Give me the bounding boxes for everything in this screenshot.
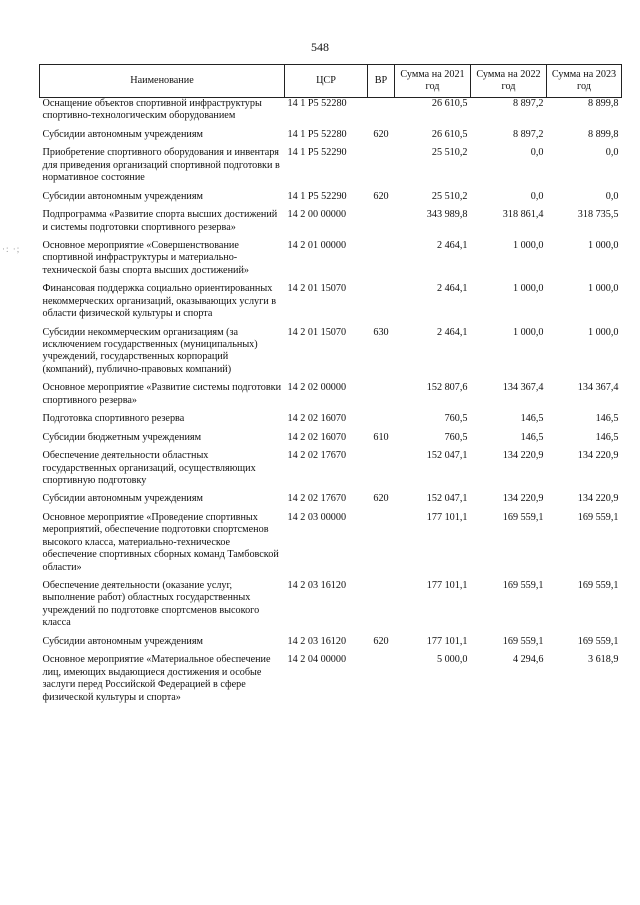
- cell-csr: 14 2 02 17670: [287, 493, 347, 505]
- cell-sum-2023: 1 000,0: [587, 283, 619, 295]
- cell-sum-2021: 152 047,1: [426, 493, 468, 505]
- header-name: Наименование: [40, 65, 285, 98]
- cell-sum-2023: 8 899,8: [587, 128, 619, 140]
- cell-name: Оснащение объектов спортивной инфраструктуры спортивно-технологическим оборудованием: [42, 98, 262, 122]
- cell-name: Подготовка спортивного резерва: [42, 413, 185, 425]
- cell-name: Приобретение спортивного оборудования и инвентаря для приведения организаций спортивной подготовки в нормативное состояние: [42, 147, 280, 184]
- table-row: [40, 382, 622, 413]
- cell-vr: [368, 209, 395, 240]
- cell-sum-2023: 169 559,1: [577, 511, 619, 523]
- cell-sum-2021: 152 807,6: [426, 382, 468, 394]
- cell-sum-2023: 1 000,0: [587, 326, 619, 338]
- cell-sum-2023: 134 220,9: [577, 450, 619, 462]
- table-row: [40, 493, 622, 511]
- table-row: [40, 129, 622, 147]
- cell-sum-2021: 2 464,1: [436, 326, 468, 338]
- cell-csr: 14 1 P5 52290: [287, 147, 347, 159]
- cell-vr: [368, 283, 395, 326]
- cell-vr: 620: [373, 128, 389, 140]
- table-row: [40, 147, 622, 190]
- cell-name: Основное мероприятие «Проведение спортивных мероприятий, обеспечение подготовки спортсменов высокого класса, материально-техническое обеспечение спортивных сборных команд Тамбовской области»: [42, 511, 279, 573]
- table-row: [40, 327, 622, 383]
- cell-sum-2023: 146,5: [595, 431, 619, 443]
- table-row: [40, 240, 622, 283]
- cell-sum-2021: 177 101,1: [426, 511, 468, 523]
- cell-vr: 610: [373, 431, 389, 443]
- cell-vr: 630: [373, 326, 389, 338]
- table-row: [40, 413, 622, 431]
- cell-sum-2021: 760,5: [444, 413, 468, 425]
- cell-sum-2023: 0,0: [605, 147, 619, 159]
- cell-csr: 14 2 04 00000: [287, 654, 347, 666]
- table-row: [40, 191, 622, 209]
- cell-csr: 14 2 01 00000: [287, 239, 347, 251]
- cell-sum-2023: 169 559,1: [577, 580, 619, 591]
- cell-sum-2023: 1 000,0: [587, 239, 619, 251]
- cell-csr: 14 2 03 16120: [287, 580, 347, 591]
- cell-vr: [368, 147, 395, 190]
- cell-vr: 620: [373, 635, 389, 647]
- table-row: [40, 209, 622, 240]
- margin-scan-marks: ·: ·;: [2, 244, 21, 254]
- header-sum-2023: Сумма на 2023 год: [547, 65, 622, 98]
- cell-name: Подпрограмма «Развитие спорта высших достижений и системы подготовки спортивного резерва»: [42, 209, 278, 233]
- budget-table: [39, 64, 622, 710]
- cell-sum-2022: 0,0: [530, 147, 544, 159]
- cell-name: Основное мероприятие «Развитие системы подготовки спортивного резерва»: [42, 382, 282, 406]
- cell-sum-2022: 169 559,1: [502, 511, 544, 523]
- cell-sum-2022: 4 294,6: [512, 654, 544, 666]
- cell-sum-2021: 25 510,2: [431, 147, 468, 159]
- cell-sum-2022: 1 000,0: [512, 326, 544, 338]
- cell-csr: 14 2 02 00000: [287, 382, 347, 394]
- cell-vr: [368, 413, 395, 431]
- table-header-row: [40, 65, 622, 98]
- cell-csr: 14 1 P5 52290: [287, 190, 347, 202]
- header-sum-2022: Сумма на 2022 год: [471, 65, 547, 98]
- table-row: [40, 432, 622, 450]
- cell-csr: 14 2 03 00000: [287, 511, 347, 523]
- cell-vr: [368, 580, 395, 636]
- table-row: [40, 512, 622, 580]
- cell-sum-2023: 146,5: [595, 413, 619, 425]
- cell-vr: 620: [373, 493, 389, 505]
- cell-name: Субсидии автономным учреждениям: [42, 128, 203, 140]
- cell-sum-2023: 134 220,9: [577, 493, 619, 505]
- cell-sum-2021: 25 510,2: [431, 190, 468, 202]
- cell-sum-2022: 8 897,2: [512, 128, 544, 140]
- cell-csr: 14 2 02 16070: [287, 413, 347, 425]
- cell-vr: 620: [373, 190, 389, 202]
- cell-vr: [368, 512, 395, 580]
- cell-name: Основное мероприятие «Совершенствование спортивной инфраструктуры и материально-технической базы спорта высших достижений»: [42, 239, 250, 276]
- cell-sum-2022: 146,5: [520, 431, 544, 443]
- cell-csr: 14 2 01 15070: [287, 283, 347, 295]
- cell-csr: 14 1 P5 52280: [287, 98, 347, 109]
- cell-sum-2022: 134 220,9: [502, 493, 544, 505]
- cell-sum-2021: 177 101,1: [426, 635, 468, 647]
- cell-name: Обеспечение деятельности областных государственных организаций, осуществляющих спортивную подготовку: [42, 450, 256, 486]
- cell-vr: [368, 240, 395, 283]
- cell-sum-2023: 134 367,4: [577, 382, 619, 394]
- cell-csr: 14 1 P5 52280: [287, 128, 347, 140]
- table-row: [40, 450, 622, 493]
- cell-sum-2021: 26 610,5: [431, 128, 468, 140]
- cell-sum-2023: 0,0: [605, 190, 619, 202]
- table-row: [40, 283, 622, 326]
- cell-sum-2022: 134 367,4: [502, 382, 544, 394]
- table-row: [40, 98, 622, 129]
- page-number: 548: [311, 40, 329, 54]
- header-csr: ЦСР: [285, 65, 368, 98]
- cell-csr: 14 2 00 00000: [287, 209, 347, 221]
- cell-sum-2021: 2 464,1: [436, 239, 468, 251]
- cell-sum-2021: 177 101,1: [426, 580, 468, 591]
- cell-name: Финансовая поддержка социально ориентированных некоммерческих организаций, оказывающих услуги в области физической культуры и спорта: [42, 283, 277, 320]
- cell-name: Субсидии некоммерческим организациям (за исключением государственных (муниципальных) учреждений, государственных корпораций (компаний), публично-правовых компаний): [42, 326, 258, 375]
- cell-sum-2022: 0,0: [530, 190, 544, 202]
- cell-sum-2022: 1 000,0: [512, 283, 544, 295]
- cell-sum-2023: 8 899,8: [587, 98, 619, 109]
- cell-vr: [368, 98, 395, 129]
- cell-sum-2021: 152 047,1: [426, 450, 468, 462]
- cell-sum-2021: 343 989,8: [426, 209, 468, 221]
- cell-sum-2022: 134 220,9: [502, 450, 544, 462]
- cell-name: Субсидии бюджетным учреждениям: [42, 431, 202, 443]
- table-row: [40, 654, 622, 710]
- cell-name: Основное мероприятие «Материальное обеспечение лиц, имеющих выдающиеся достижения и особые заслуги перед Российской Федерацией в сфере физической культуры и спорта»: [42, 654, 271, 703]
- cell-vr: [368, 450, 395, 493]
- cell-sum-2022: 146,5: [520, 413, 544, 425]
- header-vr: ВР: [368, 65, 395, 98]
- cell-sum-2022: 169 559,1: [502, 635, 544, 647]
- cell-sum-2021: 2 464,1: [436, 283, 468, 295]
- cell-sum-2022: 169 559,1: [502, 580, 544, 591]
- table-row: [40, 636, 622, 654]
- cell-csr: 14 2 01 15070: [287, 326, 347, 338]
- cell-csr: 14 2 02 16070: [287, 431, 347, 443]
- cell-sum-2023: 3 618,9: [587, 654, 619, 666]
- cell-csr: 14 2 03 16120: [287, 635, 347, 647]
- cell-sum-2021: 760,5: [444, 431, 468, 443]
- cell-sum-2023: 318 735,5: [577, 209, 619, 221]
- header-sum-2021: Сумма на 2021 год: [395, 65, 471, 98]
- cell-name: Субсидии автономным учреждениям: [42, 493, 203, 505]
- cell-vr: [368, 382, 395, 413]
- cell-name: Субсидии автономным учреждениям: [42, 190, 203, 202]
- cell-sum-2023: 169 559,1: [577, 635, 619, 647]
- cell-sum-2022: 318 861,4: [502, 209, 544, 221]
- table-body: [40, 98, 622, 710]
- cell-name: Обеспечение деятельности (оказание услуг, выполнение работ) областных государственных учреждений по подготовке спортсменов высокого класса: [42, 580, 260, 629]
- table-row: [40, 580, 622, 636]
- cell-sum-2022: 1 000,0: [512, 239, 544, 251]
- cell-vr: [368, 654, 395, 710]
- cell-sum-2022: 8 897,2: [512, 98, 544, 109]
- cell-csr: 14 2 02 17670: [287, 450, 347, 462]
- cell-sum-2021: 26 610,5: [431, 98, 468, 109]
- cell-sum-2021: 5 000,0: [436, 654, 468, 666]
- cell-name: Субсидии автономным учреждениям: [42, 635, 203, 647]
